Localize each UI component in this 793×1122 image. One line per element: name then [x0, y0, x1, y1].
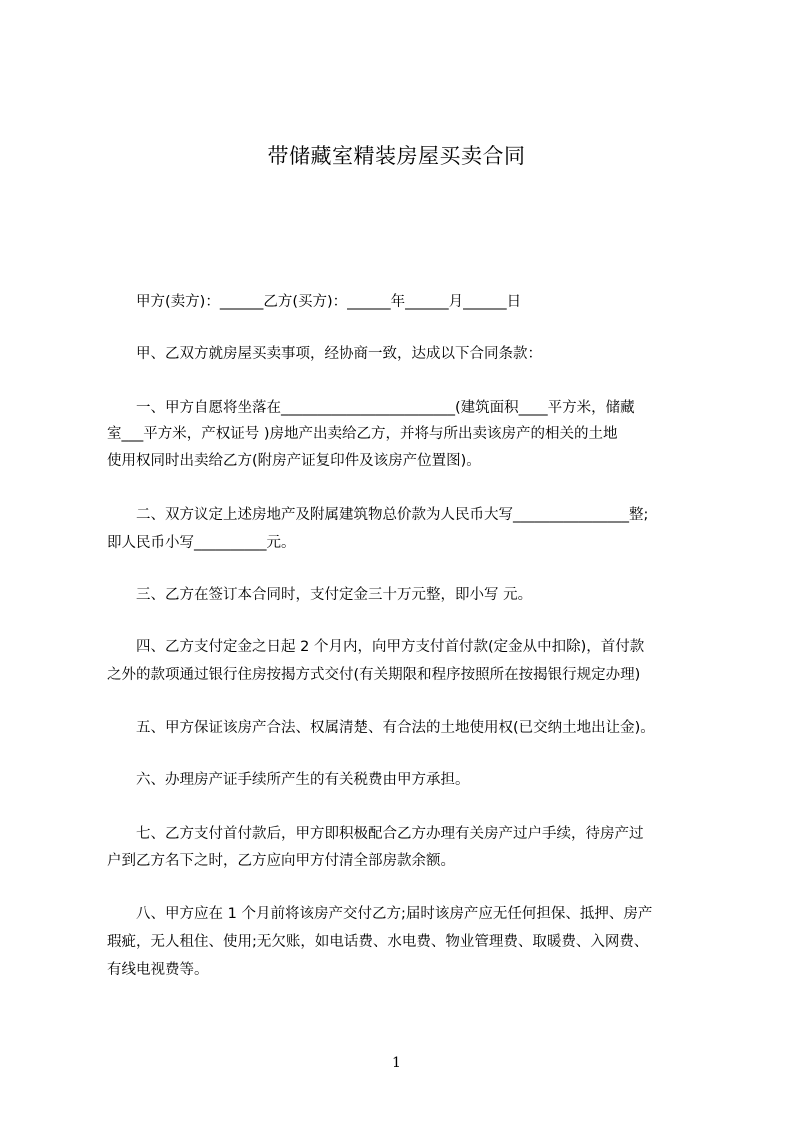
clause-1-line-1: 一、甲方自愿将坐落在________________________(建筑面积____平方米，储藏 [136, 400, 635, 416]
clause-1-line-2: 室___平方米，产权证号 )房地产出卖给乙方，并将与所出卖该房产的相关的土地 [107, 426, 618, 442]
clause-7-line-2: 户到乙方名下之时，乙方应向甲方付清全部房款余额。 [107, 853, 455, 869]
clause-6-line-1: 六、办理房产证手续所产生的有关税费由甲方承担。 [136, 772, 470, 788]
clause-1-line-3: 使用权同时出卖给乙方(附房产证复印件及该房产位置图)。 [107, 453, 481, 469]
clause-4-line-2: 之外的款项通过银行住房按揭方式交付(有关期限和程序按照所在按揭银行规定办理) [107, 667, 641, 683]
clause-3-line-1: 三、乙方在签订本合同时，支付定金三十万元整，即小写 元。 [136, 587, 533, 603]
clause-4-line-1: 四、乙方支付定金之日起 2 个月内，向甲方支付首付款(定金从中扣除)，首付款 [136, 639, 645, 655]
clause-8-line-2: 瑕疵，无人租住、使用;无欠账，如电话费、水电费、物业管理费、取暖费、入网费、 [107, 934, 649, 950]
clause-8-line-3: 有线电视费等。 [107, 962, 209, 978]
clause-7-line-1: 七、乙方支付首付款后，甲方即积极配合乙方办理有关房产过户手续，待房产过 [136, 826, 644, 842]
parties-date-line: 甲方(卖方)：______乙方(买方)：______年______月______日 [136, 294, 522, 310]
clause-8-line-1: 八、甲方应在 1 个月前将该房产交付乙方;届时该房产应无任何担保、抵押、房产 [136, 906, 653, 922]
page-number: 1 [392, 1055, 401, 1071]
clause-2-line-2: 即人民币小写__________元。 [107, 535, 296, 551]
page-title: 带储藏室精装房屋买卖合同 [267, 144, 526, 168]
clause-2-line-1: 二、双方议定上述房地产及附属建筑物总价款为人民币大写________________整; [136, 507, 649, 523]
clause-5-line-1: 五、甲方保证该房产合法、权属清楚、有合法的土地使用权(已交纳土地出让金)。 [136, 720, 655, 736]
intro-paragraph: 甲、乙双方就房屋买卖事项，经协商一致，达成以下合同条款： [136, 346, 542, 362]
